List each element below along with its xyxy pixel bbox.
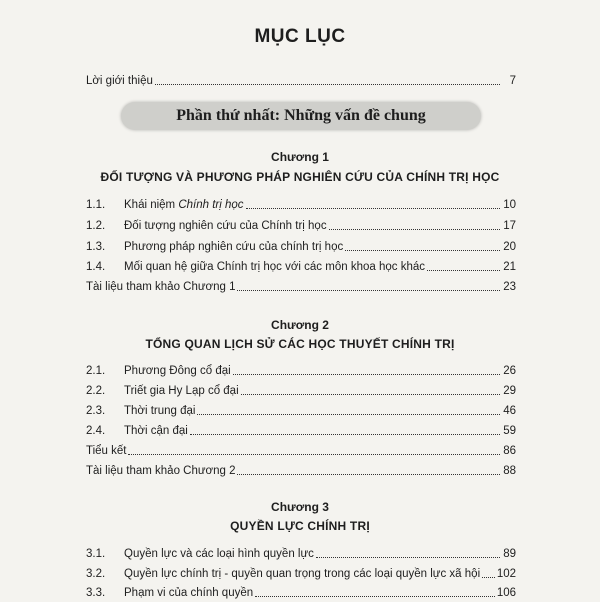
entry-number: 2.2. [86,385,106,397]
toc-entry[interactable] [86,545,516,561]
toc-entry-intro[interactable] [86,72,516,88]
chapter-number: Chương 1 [271,150,329,164]
entry-text: Thời cận đại [124,425,188,437]
entry-number: 1.3. [86,241,106,253]
toc-entry[interactable] [86,422,516,438]
leader-dots [329,228,500,230]
leader-dots [197,413,500,415]
entry-text: Thời trung đại [124,405,196,417]
entry-number: 2.4. [86,425,106,437]
entry-page: 46 [503,405,516,417]
leader-dots [237,473,500,475]
entry-text: Triết gia Hy Lạp cổ đại [124,385,239,397]
entry-number: 3.1. [86,548,106,560]
chapter-title: TỔNG QUAN LỊCH SỬ CÁC HỌC THUYẾT CHÍNH TRỊ [145,337,455,351]
leader-dots [233,373,500,375]
entry-text: Quyền lực và các loại hình quyền lực [124,548,314,560]
leader-dots [255,595,495,597]
leader-dots [128,453,500,455]
entry-page: 7 [509,75,516,87]
entry-text: Quyền lực chính trị - quyền quan trọng trong các loại quyền lực xã hội [124,568,481,580]
page-title: MỤC LỤC [254,26,346,47]
leader-dots [155,83,500,85]
entry-number: 1.2. [86,220,106,232]
entry-page: 89 [503,548,516,560]
entry-number: 1.4. [86,261,106,273]
entry-number: 3.3. [86,587,106,599]
entry-text: Tài liệu tham khảo Chương 2 [86,465,236,477]
entry-number: 3.2. [86,568,106,580]
entry-page: 10 [503,199,516,211]
entry-text: Tiểu kết [86,445,127,457]
entry-text: Lời giới thiệu [86,75,153,87]
toc-entry[interactable] [86,584,516,600]
entry-page: 21 [503,261,516,273]
leader-dots [345,249,500,251]
toc-entry[interactable] [86,402,516,418]
toc-entry[interactable] [86,565,516,581]
entry-text: Phạm vi của chính quyền [124,587,254,599]
toc-entry[interactable] [86,362,516,378]
entry-text: Tài liệu tham khảo Chương 1 [86,281,236,293]
toc-entry[interactable] [86,462,516,478]
chapter-title: ĐỐI TƯỢNG VÀ PHƯƠNG PHÁP NGHIÊN CỨU CỦA CHÍNH TRỊ HỌC [100,170,500,184]
entry-page: 86 [503,445,516,457]
entry-page: 59 [503,425,516,437]
leader-dots [316,556,500,558]
toc-entry[interactable] [86,382,516,398]
entry-page: 29 [503,385,516,397]
toc-entry[interactable] [86,217,516,233]
toc-entry[interactable] [86,258,516,274]
entry-page: 102 [496,568,516,580]
entry-page: 26 [503,365,516,377]
part-heading: Phần thứ nhất: Những vấn đề chung [121,102,481,130]
entry-number: 2.3. [86,405,106,417]
entry-page: 17 [503,220,516,232]
entry-text: Đối tượng nghiên cứu của Chính trị học [124,220,327,232]
toc-entry[interactable] [86,278,516,294]
entry-page: 23 [503,281,516,293]
chapter-number: Chương 2 [271,318,329,332]
entry-page: 106 [496,587,516,599]
entry-text: Phương Đông cổ đại [124,365,231,377]
entry-page: 88 [503,465,516,477]
entry-text: Phương pháp nghiên cứu của chính trị học [124,241,344,253]
leader-dots [190,433,500,435]
toc-entry[interactable] [86,238,516,254]
entry-number: 2.1. [86,365,106,377]
entry-page: 20 [503,241,516,253]
entry-text: Mối quan hệ giữa Chính trị học với các môn khoa học khác [124,261,425,273]
leader-dots [246,207,500,209]
chapter-title: QUYỀN LỰC CHÍNH TRỊ [230,519,370,533]
leader-dots [482,576,495,578]
toc-entry[interactable] [86,196,516,212]
toc-entry[interactable] [86,442,516,458]
chapter-number: Chương 3 [271,500,329,514]
leader-dots [241,393,500,395]
leader-dots [427,269,500,271]
leader-dots [237,289,500,291]
entry-text: Khái niệm Chính trị học [124,199,244,211]
entry-number: 1.1. [86,199,106,211]
